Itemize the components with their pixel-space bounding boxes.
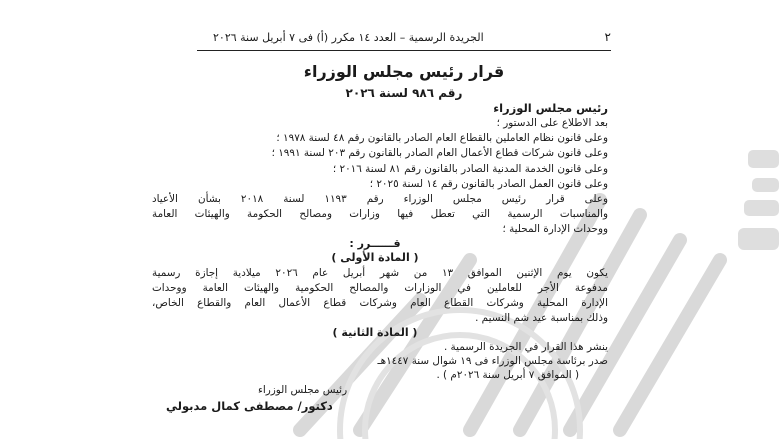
article1-line: يكون يوم الإثنين الموافق ١٣ من شهر أبريل عام ٢٠٢٦ ميلادية إجازة رسمية bbox=[152, 267, 608, 279]
article1-line: الإدارة المحلية وشركات القطاع العام وشركات قطاع الأعمال العام والقطاع الخاص، bbox=[152, 297, 608, 309]
article2-heading: ( المادة الثانية ) bbox=[332, 326, 418, 339]
preamble-line: بعد الاطلاع على الدستور ؛ bbox=[496, 117, 608, 129]
preamble-line: وعلى قانون الخدمة المدنية الصادر بالقانون رقم ٨١ لسنة ٢٠١٦ ؛ bbox=[332, 163, 608, 175]
issuer-heading: رئيس مجلس الوزراء bbox=[493, 101, 608, 115]
running-header bbox=[197, 28, 611, 50]
article1-line: مدفوعة الأجر للعاملين في الوزارات والمصالح الحكومية والهيئات العامة ووحدات bbox=[152, 282, 608, 294]
preamble-line: وعلى قانون العمل الصادر بالقانون رقم ١٤ لسنة ٢٠٢٥ ؛ bbox=[369, 178, 608, 190]
signature-name: دكتور/ مصطفى كمال مدبولي bbox=[166, 399, 333, 413]
preamble-line: ووحدات الإدارة المحلية ؛ bbox=[502, 223, 608, 235]
decree-number: رقم ٩٨٦ لسنة ٢٠٢٦ bbox=[345, 86, 463, 100]
preamble-line: وعلى قانون نظام العاملين بالقطاع العام الصادر بالقانون رقم ٤٨ لسنة ١٩٧٨ ؛ bbox=[276, 132, 608, 144]
signature-title: رئيس مجلس الوزراء bbox=[258, 384, 348, 396]
article1-line: وذلك بمناسبة عيد شم النسيم . bbox=[475, 312, 608, 324]
running-title: الجريدة الرسمية – العدد ١٤ مكرر (أ) فى ٧ أبريل سنة ٢٠٢٦ bbox=[213, 31, 484, 44]
header-rule bbox=[197, 50, 611, 51]
page-number: ٢ bbox=[604, 30, 611, 44]
issued-line: صدر برئاسة مجلس الوزراء فى ١٩ شوال سنة ١٤٤٧هـ bbox=[377, 355, 608, 367]
gregorian-date: ( الموافق ٧ أبريل سنة ٢٠٢٦م ) . bbox=[436, 369, 579, 381]
preamble-line: وعلى قرار رئيس مجلس الوزراء رقم ١١٩٣ لسنة ٢٠١٨ بشأن الأعياد bbox=[152, 193, 608, 205]
article1-heading: ( المادة الأولى ) bbox=[331, 251, 419, 264]
decree-title: قرار رئيس مجلس الوزراء bbox=[303, 62, 505, 81]
preamble-line: والمناسبات الرسمية التي تعطل فيها وزارات ومصالح الحكومة والهيئات العامة bbox=[152, 208, 608, 220]
article2-text: ينشر هذا القرار في الجريدة الرسمية . bbox=[443, 341, 608, 353]
decides-heading: قــــــرر : bbox=[349, 237, 401, 250]
preamble-line: وعلى قانون شركات قطاع الأعمال العام الصادر بالقانون رقم ٢٠٣ لسنة ١٩٩١ ؛ bbox=[271, 147, 608, 159]
